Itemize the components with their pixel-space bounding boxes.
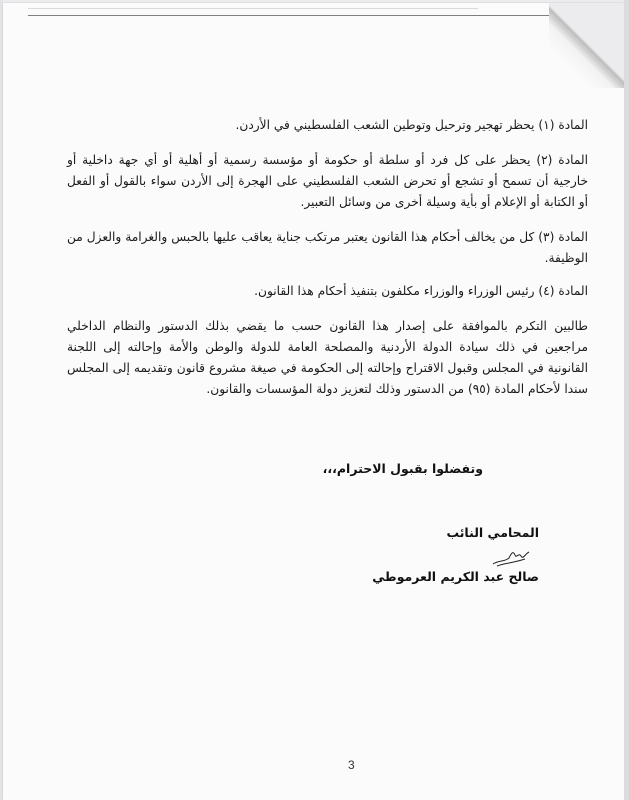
article-2: المادة (٢) يحظر على كل فرد أو سلطة أو حكومة أو مؤسسة رسمية أو أهلية أو أي جهة داخلية أو خارجية أن تسمح أو تشجع أو تحرض الشعب الفلسطيني على الهجرة إلى الأردن سواء بالقول أو الفعل أو الكتابة أو الإعلام أو بأية وسيلة أخرى من وسائل التعبير. <box>67 153 588 209</box>
page-number: 3 <box>348 758 355 772</box>
article-4: المادة (٤) رئيس الوزراء والوزراء مكلفون بتنفيذ أحكام هذا القانون. <box>254 284 588 298</box>
signature-title: المحامي النائب <box>446 525 539 540</box>
folded-corner <box>549 3 624 88</box>
header-line <box>28 15 558 16</box>
signatory-name: صالح عبد الكريم العرموطي <box>372 569 539 584</box>
request-paragraph: طالبين التكرم بالموافقة على إصدار هذا القانون حسب ما يقضي بذلك الدستور والنظام الداخلي مراجعين في ذلك سيادة الدولة الأردنية والمصلحة العامة للدولة والوطن والأمة وإحالته إلى اللجنة القانونية في المجلس وقبول الاقتراح وإحالته إلى الحكومة في صيغة مشروع قانون وتقديمه إلى المجلس سندا لأحكام المادة (٩٥) من الدستور وذلك لتعزيز دولة المؤسسات والقانون. <box>67 319 588 396</box>
article-3: المادة (٣) كل من يخالف أحكام هذا القانون يعتبر مرتكب جناية يعاقب عليها بالحبس والغرامة والعزل من الوظيفة. <box>67 230 588 265</box>
article-1: المادة (١) يحظر تهجير وترحيل وتوطين الشعب الفلسطيني في الأردن. <box>235 118 588 132</box>
handwritten-signature <box>491 546 531 568</box>
closing-salutation: وتفضلوا بقبول الاحترام،،، <box>322 461 483 476</box>
scan-right-edge <box>624 0 629 800</box>
document-page <box>3 3 624 800</box>
header-line-faint <box>28 8 478 9</box>
